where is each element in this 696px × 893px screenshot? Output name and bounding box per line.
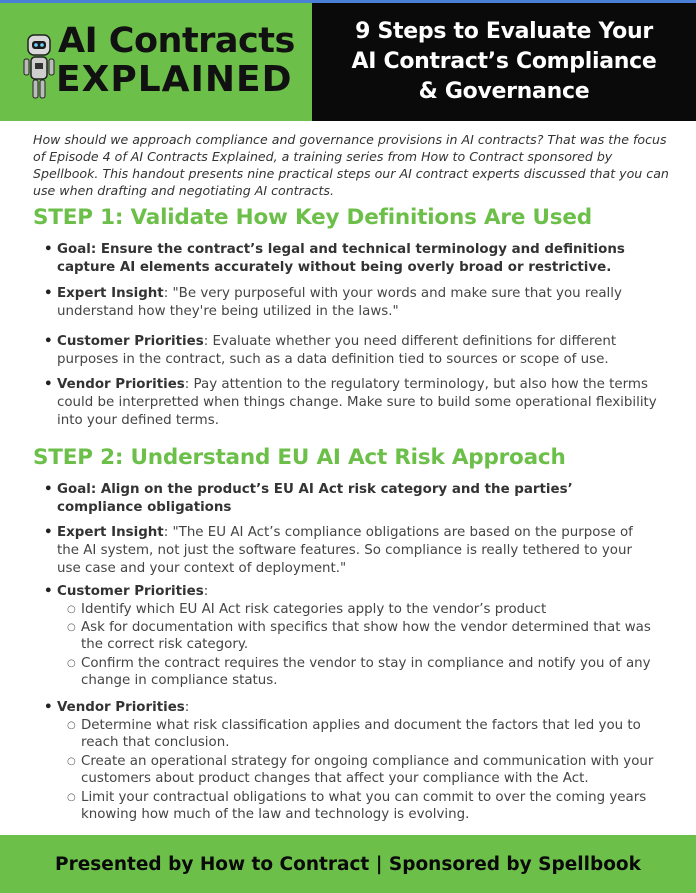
customer-label: Customer Priorities — [57, 334, 204, 349]
goal-text: Goal: Ensure the contract’s legal and technical terminology and definitions capture AI elements accurately without being overly broad or restrictive. — [57, 242, 625, 275]
step2-vendor — [57, 699, 657, 717]
footer-text: Presented by How to Contract | Sponsored by Spellbook — [55, 853, 641, 875]
step1-customer — [57, 333, 657, 369]
robot-icon — [22, 33, 56, 103]
vendor-colon: : — [184, 700, 190, 715]
page-title — [312, 3, 696, 121]
goal-text: Goal: Align on the product’s EU AI Act risk category and the parties’ compliance obligations — [57, 482, 573, 515]
main-content — [0, 121, 696, 835]
intro-paragraph: How should we approach compliance and governance provisions in AI contracts? That was the focus of Episode 4 of AI Contracts Explained, a training series from How to Contract sponsored by Spellbook. This handout presents nine practical steps our AI contract experts discussed that you can use when drafting and negotiating AI contracts. — [33, 132, 669, 198]
list-item: ○ Confirm the contract requires the vendor to stay in compliance and notify you of any change in compliance status. — [81, 655, 671, 689]
insight-label: Expert Insight — [57, 286, 164, 301]
header — [0, 3, 696, 121]
step1-vendor — [57, 376, 657, 430]
step1-goal — [57, 241, 657, 277]
list-item: ○ Identify which EU AI Act risk categories apply to the vendor’s product — [81, 601, 671, 618]
step1-heading: STEP 1: Validate How Key Definitions Are Used — [33, 205, 592, 230]
vendor-label: Vendor Priorities — [57, 377, 185, 392]
footer — [0, 835, 696, 893]
customer-label: Customer Priorities — [57, 584, 204, 599]
list-item: ○ Determine what risk classification applies and document the factors that led you to reach that conclusion. — [81, 717, 671, 751]
list-item: ○ Ask for documentation with specifics that show how the vendor determined that was the correct risk category. — [81, 619, 671, 653]
vendor-text: : Pay attention to the regulatory terminology, but also how the terms could be interpretted when things change. Make sure to build some operational flexibility into your defined terms. — [57, 377, 657, 428]
insight-text: : "Be very purposeful with your words and make sure that you really understand how they're being utilized in the laws." — [57, 286, 622, 319]
insight-label: Expert Insight — [57, 525, 164, 540]
logo-text-line1: AI Contracts — [58, 21, 295, 61]
logo — [0, 3, 312, 121]
step2-customer — [57, 583, 657, 601]
step2-insight — [57, 524, 657, 578]
list-item: ○ Limit your contractual obligations to what you can commit to over the coming years knowing how much of the law and technology is evolving. — [81, 789, 671, 823]
step2-heading: STEP 2: Understand EU AI Act Risk Approach — [33, 445, 566, 470]
insight-text: : "The EU AI Act’s compliance obligations are based on the purpose of the AI system, not just the software features. So compliance is really tethered to your use case and your context of deployment." — [57, 525, 633, 576]
customer-text: : Evaluate whether you need different definitions for different purposes in the contract, such as a data definition tied to sources or scope of use. — [57, 334, 617, 367]
vendor-label: Vendor Priorities — [57, 700, 185, 715]
step2-goal — [57, 481, 657, 517]
title-line: 9 Steps to Evaluate Your — [355, 19, 653, 44]
title-line: & Governance — [418, 79, 590, 104]
title-line: AI Contract’s Compliance — [351, 49, 657, 74]
step1-insight — [57, 285, 657, 321]
logo-text-line2: EXPLAINED — [56, 59, 293, 100]
customer-colon: : — [203, 584, 209, 599]
list-item: ○ Create an operational strategy for ongoing compliance and communication with your customers about product changes that affect your compliance with the Act. — [81, 753, 671, 787]
